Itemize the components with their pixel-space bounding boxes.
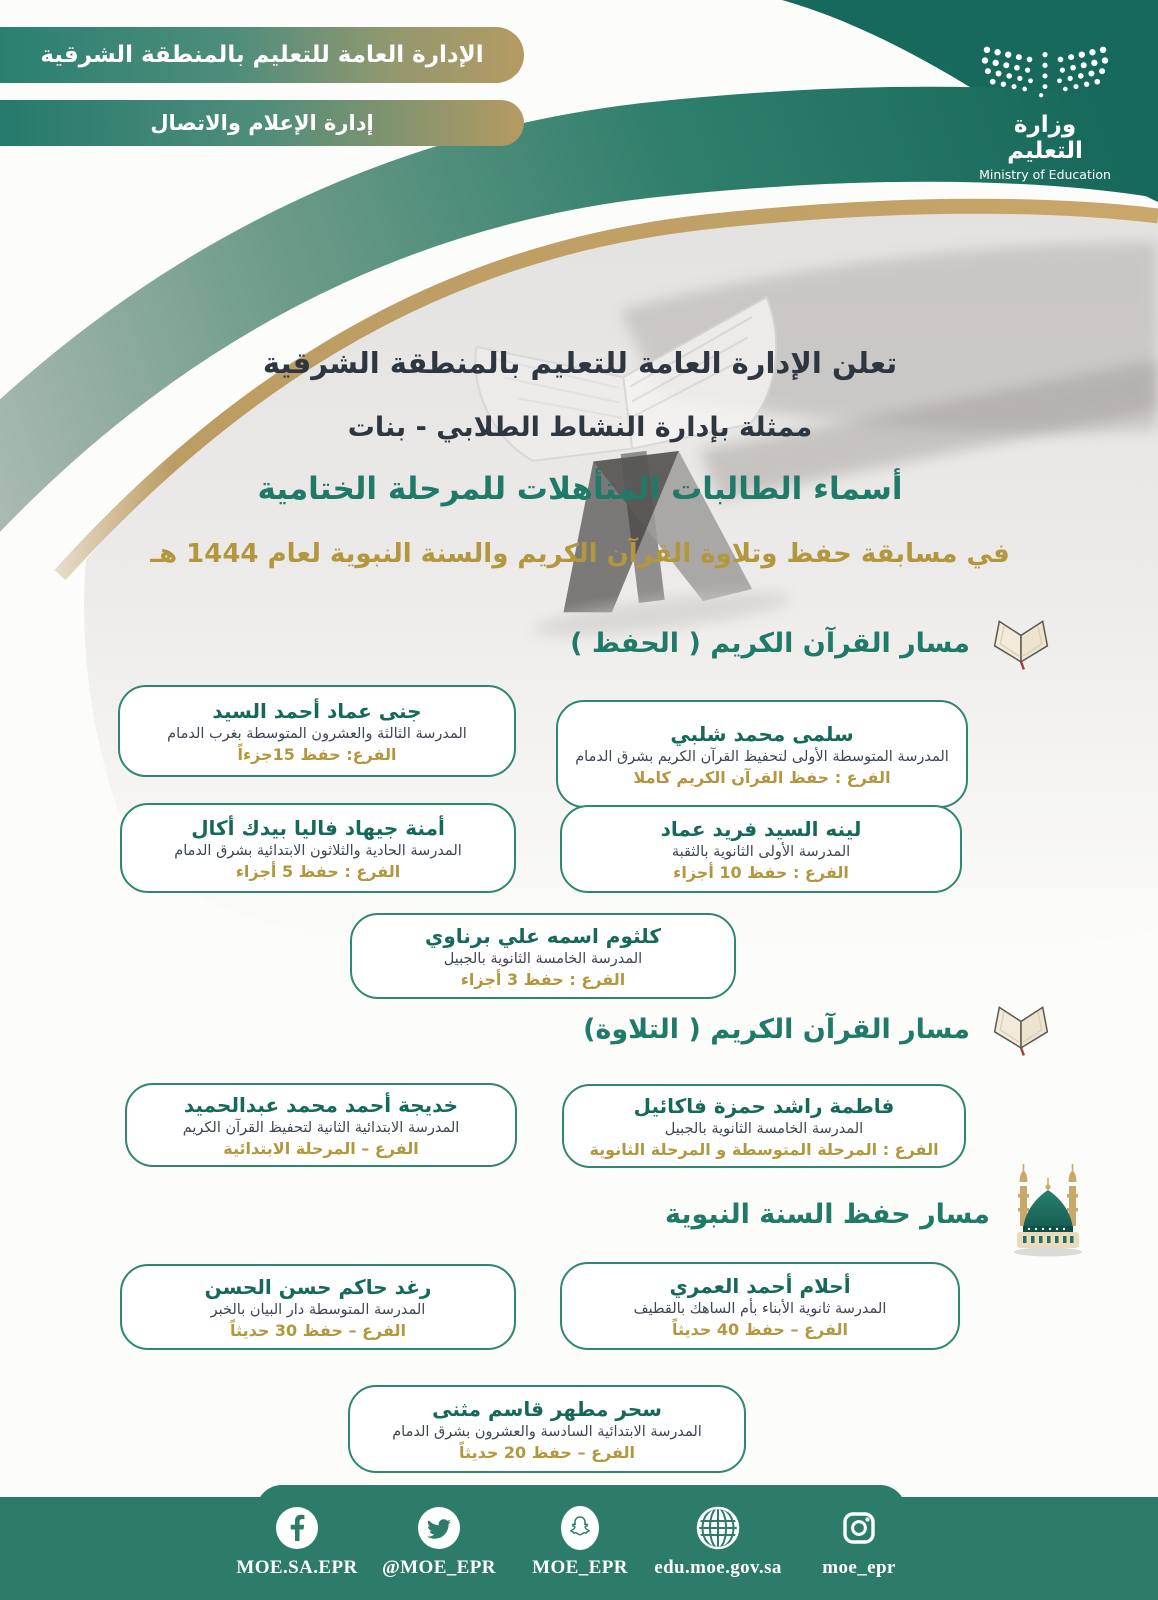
page-title: أسماء الطالبات المتأهلات للمرحلة الختامية (257, 471, 903, 507)
student-branch: الفرع – حفظ 40 حديثاً (672, 1319, 848, 1339)
student-name: سلمى محمد شلبي (670, 721, 854, 746)
student-branch: الفرع : حفظ 3 أجزاء (460, 969, 626, 989)
footer-social-bar (0, 1497, 1158, 1600)
student-card-ahlam (560, 1262, 960, 1350)
open-book-icon (988, 1000, 1054, 1058)
twitter-icon (416, 1505, 462, 1551)
section-title: مسار القرآن الكريم ( الحفظ ) (570, 627, 970, 659)
student-name: سحر مطهر قاسم مثنى (432, 1396, 662, 1421)
section-title: مسار حفظ السنة النبوية (664, 1198, 990, 1230)
student-branch: الفرع : حفظ 10 أجزاء (673, 862, 849, 882)
student-name: رغد حاكم حسن الحسن (204, 1274, 432, 1299)
student-card-kulthum (350, 913, 736, 999)
social-snapchat-handle: MOE_EPR (532, 1557, 628, 1578)
section-header-quran-hifz (570, 614, 1054, 672)
section-title: مسار القرآن الكريم ( التلاوة) (583, 1013, 970, 1045)
ministry-of-education-logo (976, 44, 1114, 182)
student-card-raghad (120, 1264, 516, 1350)
ribbon-media-department-label: إدارة الإعلام والاتصال (150, 111, 374, 135)
instagram-icon (836, 1505, 882, 1551)
student-school: المدرسة المتوسطة دار البيان بالخبر (210, 1301, 426, 1318)
announce-line-1: تعلن الإدارة العامة للتعليم بالمنطقة الشرقية (262, 346, 898, 380)
page-subtitle: في مسابقة حفظ وتلاوة القرآن الكريم والسنة النبوية لعام 1444 هـ (150, 539, 1010, 569)
headline-block (60, 346, 1100, 569)
student-branch: الفرع: حفظ 15جزءاً (237, 744, 397, 764)
student-card-amna (120, 803, 516, 893)
student-branch: الفرع : حفظ القرآن الكريم كاملا (633, 767, 891, 787)
student-card-sahar (348, 1385, 746, 1473)
student-card-salma (556, 700, 968, 808)
ribbon-general-administration (0, 27, 524, 83)
globe-icon (695, 1505, 741, 1551)
student-name: لينه السيد فريد عماد (660, 816, 862, 841)
ribbon-general-administration-label: الإدارة العامة للتعليم بالمنطقة الشرقية (40, 42, 484, 68)
social-website-url: edu.moe.gov.sa (654, 1557, 782, 1578)
student-name: أحلام أحمد العمري (669, 1273, 851, 1298)
social-instagram-handle: moe_epr (822, 1557, 896, 1578)
social-twitter-handle: @MOE_EPR (382, 1557, 496, 1578)
student-card-khadija (125, 1083, 517, 1167)
student-name: أمنة جيهاد فاليا بيدك أكال (191, 815, 445, 840)
student-school: المدرسة الأولى الثانوية بالثقبة (671, 843, 851, 860)
announce-line-2: ممثلة بإدارة النشاط الطلابي - بنات (347, 412, 813, 443)
section-header-quran-tilawa (583, 1000, 1054, 1058)
student-name: فاطمة راشد حمزة فاكائيل (633, 1093, 895, 1118)
student-school: المدرسة الخامسة الثانوية بالجبيل (664, 1120, 864, 1137)
student-name: خديجة أحمد محمد عبدالحميد (183, 1092, 459, 1117)
student-branch: الفرع : المرحلة المتوسطة و المرحلة الثانوية (589, 1139, 939, 1159)
student-card-jana (118, 685, 516, 777)
student-branch: الفرع – حفظ 20 حديثاً (459, 1442, 635, 1462)
ribbon-media-department (0, 100, 524, 146)
student-school: المدرسة الحادية والثلاثون الابتدائية بشرق الدمام (174, 842, 462, 859)
social-facebook-handle: MOE.SA.EPR (236, 1557, 358, 1578)
student-school: المدرسة الثالثة والعشرون المتوسطة بغرب الدمام (167, 725, 467, 742)
student-branch: الفرع – حفظ 30 حديثاً (230, 1320, 406, 1340)
student-name: جنى عماد أحمد السيد (212, 698, 422, 723)
student-school: المدرسة الابتدائية السادسة والعشرون بشرق الدمام (392, 1423, 702, 1440)
ministry-logo-arabic-name: وزارة التعليم (1007, 112, 1083, 164)
open-book-icon (988, 614, 1054, 672)
student-card-fatima (562, 1084, 966, 1168)
student-school: المدرسة الابتدائية الثانية لتحفيظ القرآن الكريم (182, 1119, 460, 1136)
student-branch: الفرع : حفظ 5 أجزاء (235, 861, 401, 881)
ministry-logo-english-name: Ministry of Education (979, 167, 1111, 182)
student-card-lina (560, 805, 962, 893)
student-branch: الفرع – المرحلة الابتدائية (223, 1138, 419, 1158)
facebook-icon (274, 1505, 320, 1551)
ministry-logo-dots-icon (979, 44, 1111, 104)
social-instagram[interactable] (774, 1504, 944, 1579)
snapchat-icon (557, 1505, 603, 1551)
mosque-icon (1008, 1162, 1088, 1266)
student-name: كلثوم اسمه علي برناوي (425, 923, 661, 948)
section-header-sunnah-hifz (665, 1162, 1088, 1266)
student-school: المدرسة المتوسطة الأولى لتحفيظ القرآن الكريم بشرق الدمام (575, 748, 949, 765)
student-school: المدرسة الخامسة الثانوية بالجبيل (443, 950, 643, 967)
student-school: المدرسة ثانوية الأبناء بأم الساهك بالقطيف (633, 1300, 887, 1317)
